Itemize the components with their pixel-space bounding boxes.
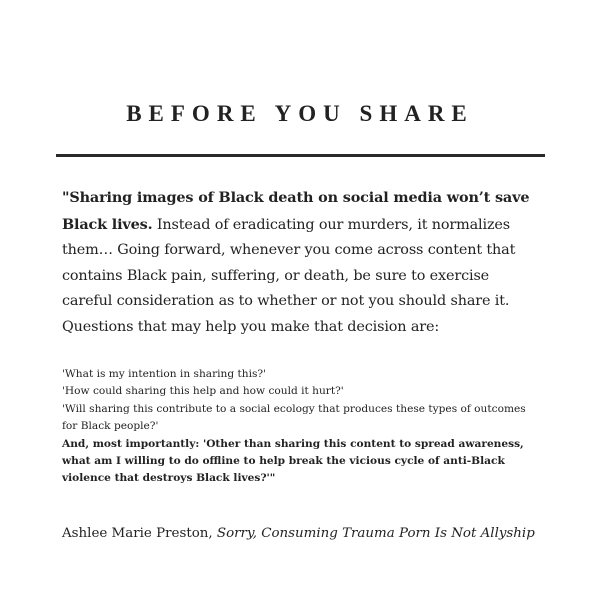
final-question: And, most importantly: 'Other than sharing this content to spread awareness, what am I willing to do offline to help break the vicious cycle of anti-Black violence that destroys Black lives?'"	[62, 437, 524, 485]
quote-body: Instead of eradicating our murders, it normalizes them… Going forward, whenever you come across content that contains Black pain, suffering, or death, be sure to exercise careful consideration as to whether or not you should share it. Questions that may help you make that decision are:	[62, 216, 516, 335]
quote-bold-lead: "Sharing images of Black death on social media won’t save Black lives.	[62, 189, 530, 233]
question-item: 'What is my intention in sharing this?'	[62, 368, 267, 380]
title-divider	[56, 154, 545, 157]
quote-paragraph	[62, 185, 542, 340]
page-title: BEFORE YOU SHARE	[126, 101, 474, 126]
attribution-author: Ashlee Marie Preston,	[62, 526, 217, 541]
question-item: 'Will sharing this contribute to a social ecology that produces these types of outcomes for Black people?'	[62, 402, 526, 433]
attribution	[62, 526, 562, 541]
question-item: 'How could sharing this help and how could it hurt?'	[62, 385, 344, 398]
attribution-work-title: Sorry, Consuming Trauma Porn Is Not Allyship	[216, 526, 535, 541]
questions-list	[62, 366, 542, 488]
